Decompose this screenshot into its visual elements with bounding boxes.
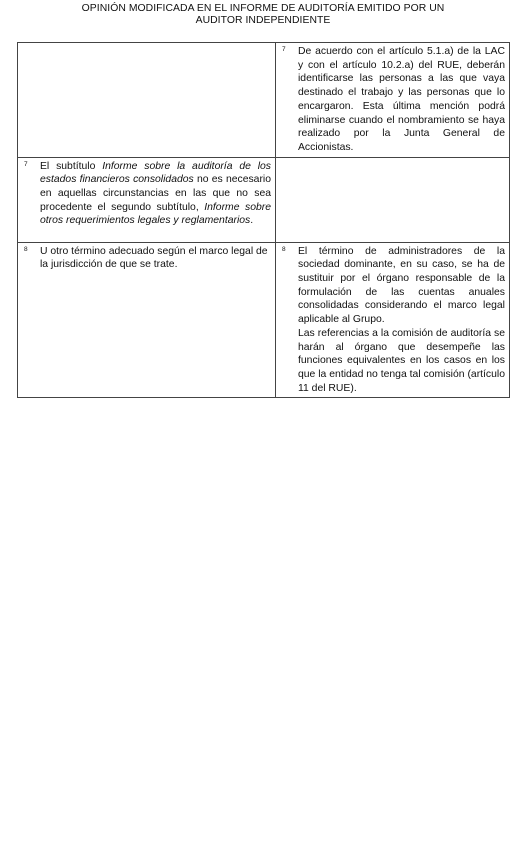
- footnote-cell: [18, 242, 276, 398]
- footnote-number: 8: [282, 245, 286, 253]
- footnote-number: 7: [24, 160, 28, 168]
- italic-title: Informe sobre la auditoría de los estados financieros consolidados: [40, 160, 271, 186]
- text-run: El subtítulo: [40, 160, 103, 172]
- footnote-number: 7: [282, 46, 286, 53]
- header-line-2: AUDITOR INDEPENDIENTE: [195, 15, 331, 26]
- paragraph: Las referencias a la comisión de auditoría se harán al órgano que desempeñe las funciones equivalentes en los casos en los que la entidad no tenga tal comisión (artículo 11 del RUE).: [298, 327, 505, 394]
- footnote-text: [298, 245, 505, 396]
- text-run: no es necesario en aquellas circunstancias en las que no sea procedente el segundo subtítulo,: [40, 174, 271, 213]
- text-run: .: [250, 215, 254, 227]
- footnote-text: [40, 160, 271, 229]
- empty-cell: [276, 157, 510, 242]
- table-row: [18, 43, 510, 158]
- table-row: [18, 242, 510, 398]
- footnote-text: De acuerdo con el artículo 5.1.a) de la LAC y con el artículo 10.2.a) del RUE, deberán identificarse las personas a las que vaya destinado el trabajo y las personas que lo encargaron. Esta última mención podrá eliminarse cuando el nombramiento se haya realizado por la Junta General de Accionistas.: [298, 46, 505, 153]
- table-row: [18, 157, 510, 242]
- empty-cell: [18, 43, 276, 158]
- footnote-cell: [276, 242, 510, 398]
- italic-title: Informe sobre otros requerimientos legales y reglamentarios: [40, 201, 271, 227]
- header-line-1: OPINIÓN MODIFICADA EN EL INFORME DE AUDITORÍA EMITIDO POR UN: [81, 3, 445, 14]
- paragraph: El término de administradores de la sociedad dominante, en su caso, se ha de sustituir por el órgano responsable de la formulación de las cuentas anuales consolidadas considerando el marco legal aplicable al Grupo.: [298, 245, 505, 326]
- footnotes-table: [17, 42, 510, 398]
- footnote-cell: [276, 43, 510, 158]
- footnote-number: 8: [24, 245, 28, 253]
- footnote-cell: [18, 157, 276, 242]
- page-header: [0, 3, 526, 27]
- footnote-text: U otro término adecuado según el marco legal de la jurisdicción de que se trate.: [40, 245, 268, 271]
